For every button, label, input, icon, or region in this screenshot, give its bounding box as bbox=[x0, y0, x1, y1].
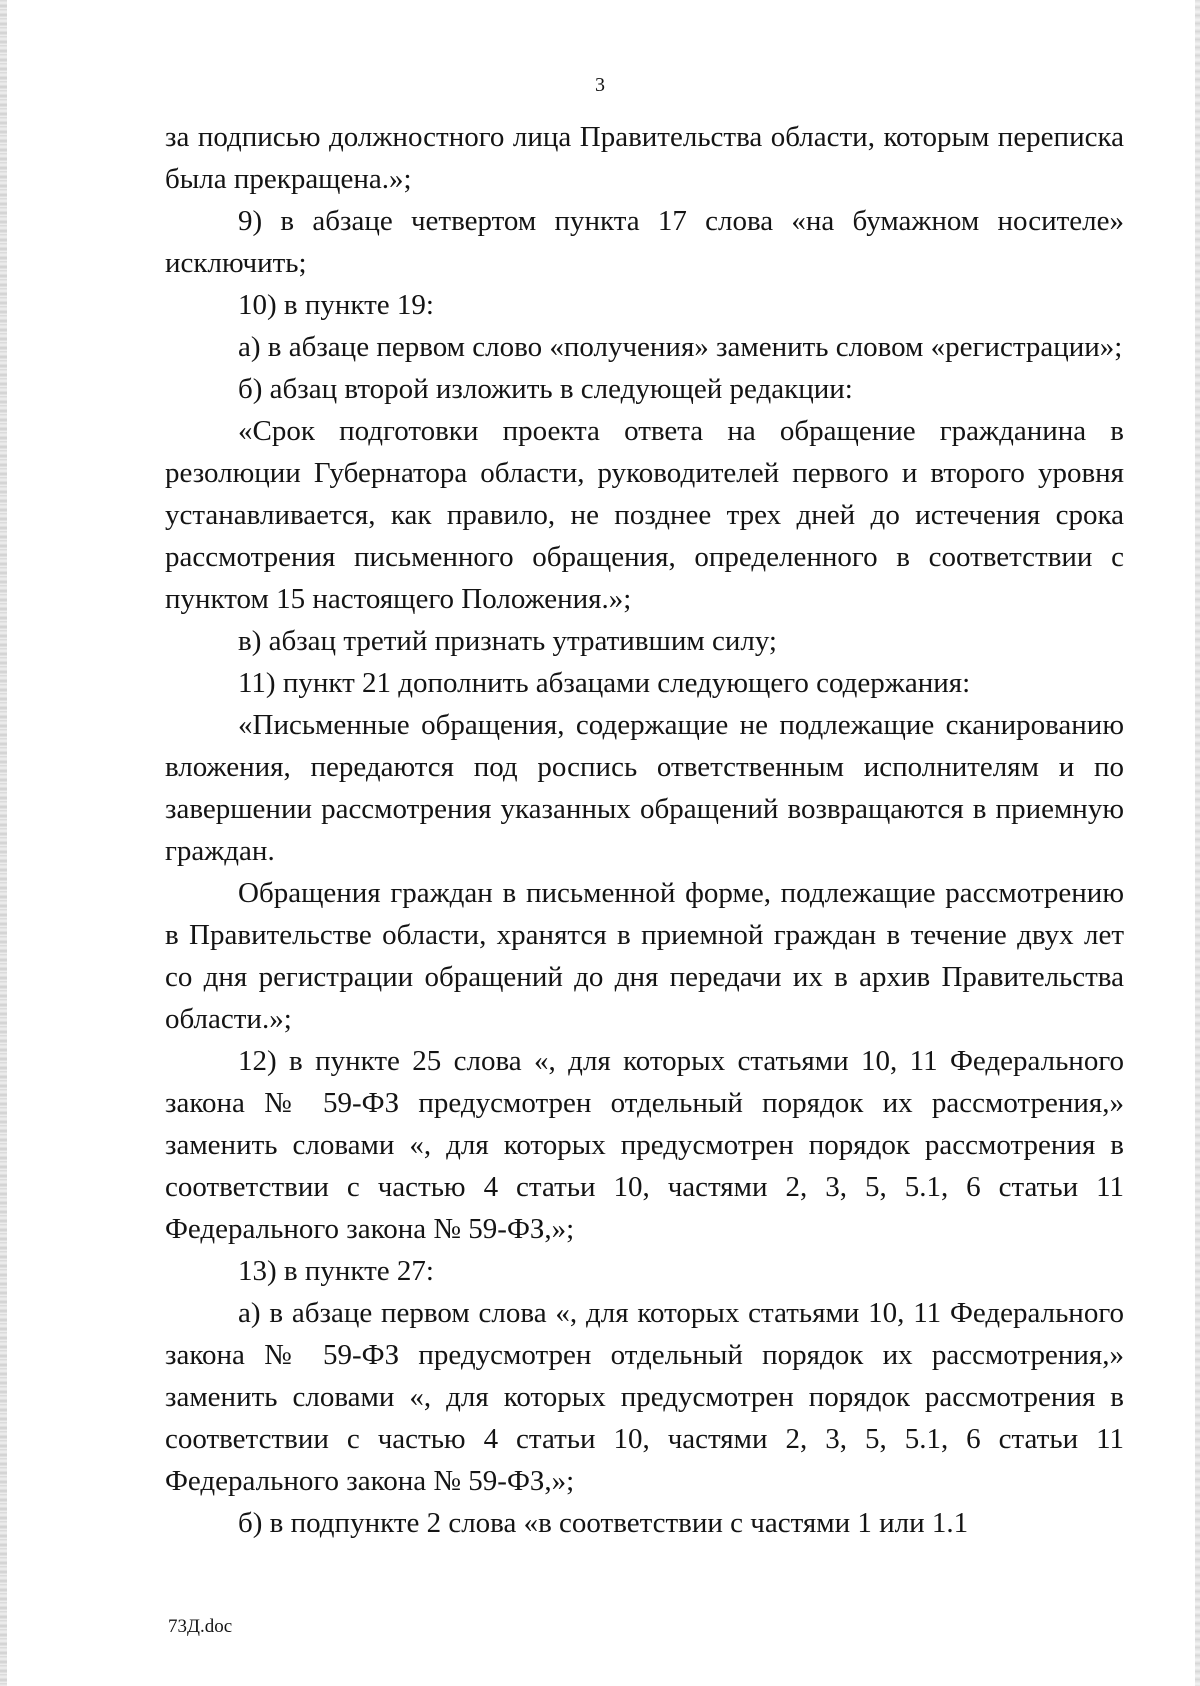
paragraph-continuation: за подписью должностного лица Правительства области, которым переписка была прекращена.»; bbox=[165, 121, 1124, 195]
document-body bbox=[165, 116, 1124, 1544]
paragraph-item-13: 13) в пункте 27: bbox=[238, 1255, 434, 1287]
paragraph-item-9: 9) в абзаце четвертом пункта 17 слова «на бумажном носителе» исключить; bbox=[165, 205, 1124, 279]
scan-edge-right bbox=[1195, 0, 1200, 1686]
scan-edge-left bbox=[0, 0, 7, 1686]
paragraph-item-13b: б) в подпункте 2 слова «в соответствии с частями 1 или 1.1 bbox=[238, 1507, 969, 1539]
paragraph-quote-attachments: «Письменные обращения, содержащие не подлежащие сканированию вложения, передаются под роспись ответственным исполнителям и по завершении рассмотрения указанных обращений возвращаются в приемную граждан. bbox=[165, 709, 1124, 867]
page-number: 3 bbox=[595, 74, 605, 96]
paragraph-quote-storage: Обращения граждан в письменной форме, подлежащие рассмотрению в Правительстве области, хранятся в приемной граждан в течение двух лет со дня регистрации обращений до дня передачи их в архив Правительства области.»; bbox=[165, 877, 1124, 1035]
paragraph-item-13a: а) в абзаце первом слова «, для которых статьями 10, 11 Федерального закона № 59-ФЗ предусмотрен отдельный порядок их рассмотрения,» заменить словами «, для которых предусмотрен порядок рассмотрения в соответствии с частью 4 статьи 10, частями 2, 3, 5, 5.1, 6 статьи 11 Федерального закона № 59-ФЗ,»; bbox=[165, 1297, 1124, 1497]
footer-file-code: 73Д.doc bbox=[168, 1616, 233, 1637]
paragraph-item-12: 12) в пункте 25 слова «, для которых статьями 10, 11 Федерального закона № 59-ФЗ предусмотрен отдельный порядок их рассмотрения,» заменить словами «, для которых предусмотрен порядок рассмотрения в соответствии с частью 4 статьи 10, частями 2, 3, 5, 5.1, 6 статьи 11 Федерального закона № 59-ФЗ,»; bbox=[165, 1045, 1124, 1245]
paragraph-item-10b: б) абзац второй изложить в следующей редакции: bbox=[238, 373, 853, 405]
paragraph-item-10c: в) абзац третий признать утратившим силу; bbox=[238, 625, 777, 657]
paragraph-quote-deadline: «Срок подготовки проекта ответа на обращение гражданина в резолюции Губернатора области, руководителей первого и второго уровня устанавливается, как правило, не позднее трех дней до истечения срока рассмотрения письменного обращения, определенного в соответствии с пунктом 15 настоящего Положения.»; bbox=[165, 415, 1124, 615]
paragraph-item-10a: а) в абзаце первом слово «получения» заменить словом «регистрации»; bbox=[238, 331, 1123, 363]
paragraph-item-11: 11) пункт 21 дополнить абзацами следующего содержания: bbox=[238, 667, 971, 699]
paragraph-item-10: 10) в пункте 19: bbox=[238, 289, 434, 321]
